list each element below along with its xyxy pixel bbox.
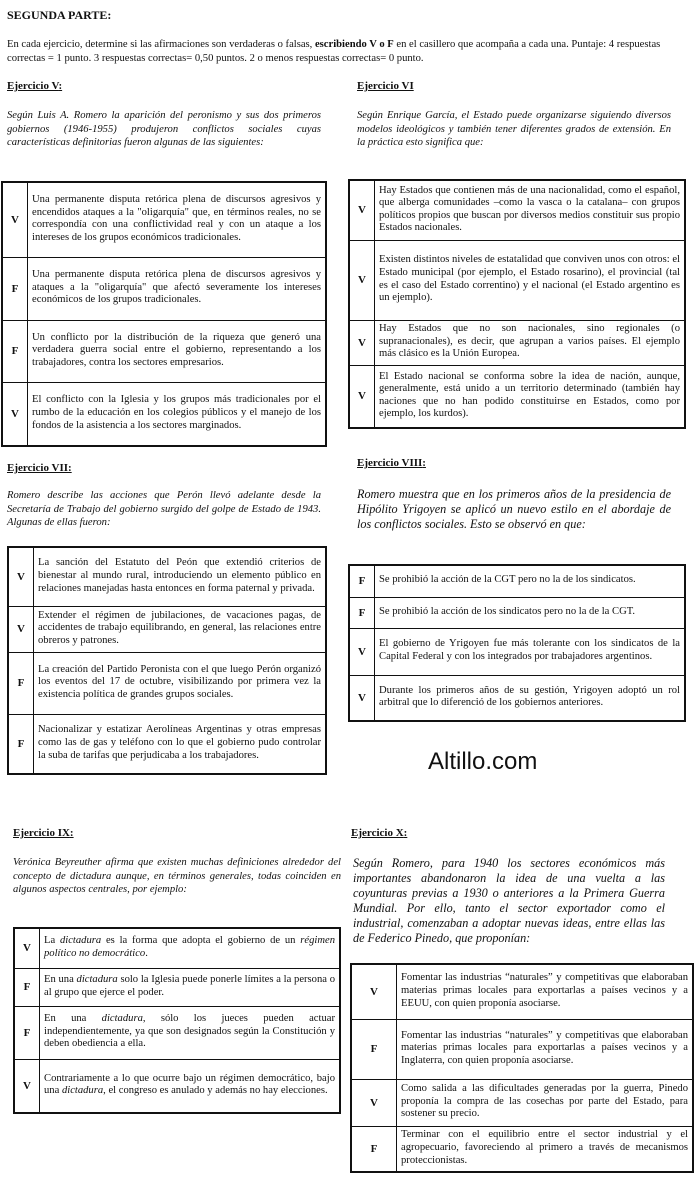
answer-cell[interactable]: V — [351, 1079, 397, 1126]
statement-text: Una permanente disputa retórica plena de discursos agresivos y ataques a la "oligarquía" que afectó severamente los intereses económicos de los grupos tradicionales. — [28, 257, 327, 320]
statement-text: Terminar con el equilibrio entre el sector industrial y el agropecuario, favoreciendo al primero a través de mecanismos proteccionistas. — [397, 1126, 694, 1172]
table-row — [351, 964, 693, 1019]
table-row — [349, 365, 685, 428]
watermark-text: Altillo.com — [428, 748, 538, 775]
table-row — [2, 382, 326, 446]
table-row — [349, 597, 685, 628]
answer-cell[interactable]: V — [8, 606, 34, 652]
table-row — [14, 968, 340, 1006]
table-row — [8, 652, 326, 714]
answer-cell[interactable]: V — [349, 180, 375, 240]
statement-text: Se prohibió la acción de la CGT pero no la de los sindicatos. — [375, 565, 686, 597]
answer-cell[interactable]: F — [2, 257, 28, 320]
exercise-9-table — [13, 927, 341, 1114]
table-row — [351, 1079, 693, 1126]
instructions-pre: En cada ejercicio, determine si las afirmaciones son verdaderas o falsas, — [7, 39, 315, 50]
statement-text: Fomentar las industrias “naturales” y competitivas que elaboraban materias primas locales para exportarlas a países vecinos y a Inglaterra, con quien proponía asociarse. — [397, 1019, 694, 1079]
statement-text: Hay Estados que no son nacionales, sino regionales (o supranacionales), es decir, que agrupan a varios países. El ejemplo más clásico es la Unión Europea. — [375, 320, 686, 365]
table-row — [349, 320, 685, 365]
exercise-10-intro: Según Romero, para 1940 los sectores económicos más importantes abandonaron la idea de una vuelta a las coyunturas previas a 1930 o anteriores a la Primera Guerra Mundial. Por ello, tanto el sector exportador como el industrial, comenzaban a adoptar nuevas ideas, entre ellas las de Federico Pinedo, que proponían: — [353, 856, 665, 945]
statement-text: Fomentar las industrias “naturales” y competitivas que elaboraban materias primas locales para exportarlas a países vecinos y a EEUU, con quien proponía asociarse. — [397, 964, 694, 1019]
answer-cell[interactable]: V — [351, 964, 397, 1019]
exercise-6-heading: Ejercicio VI — [357, 80, 414, 92]
answer-cell[interactable]: V — [349, 365, 375, 428]
exercise-9-heading: Ejercicio IX: — [13, 827, 74, 839]
statement-text: El Estado nacional se conforma sobre la idea de nación, aunque, generalmente, está unido a un territorio determinado (también hay naciones que no han podido constituirse en Estados, como por ejemplo, los kurdos). — [375, 365, 686, 428]
statement-text: Como salida a las dificultades generadas por la guerra, Pinedo proponía la compra de las cosechas por parte del Estado, para sostener su precio. — [397, 1079, 694, 1126]
statement-text: Una permanente disputa retórica plena de discursos agresivos y encendidos ataques a la "oligarquía" que, en términos reales, no se correspondía con una conflictividad real y con un ataque a los intereses de los grupos económicos tradicionales. — [28, 182, 327, 257]
answer-cell[interactable]: V — [349, 320, 375, 365]
table-row — [14, 1006, 340, 1059]
answer-cell[interactable]: F — [351, 1126, 397, 1172]
answer-cell[interactable]: F — [349, 597, 375, 628]
table-row — [2, 182, 326, 257]
exercise-7-intro: Romero describe las acciones que Perón llevó adelante desde la Secretaría de Trabajo del gobierno surgido del golpe de Estado de 1943. Algunas de ellas fueron: — [7, 490, 321, 528]
statement-text: En una dictadura, sólo los jueces pueden actuar independientemente, ya que son designados según la Constitución y deben obediencia a ella. — [40, 1006, 341, 1059]
answer-cell[interactable]: V — [2, 382, 28, 446]
exercise-6-intro: Según Enrique García, el Estado puede organizarse siguiendo diversos modelos ideológicos y también tener diferentes grados de extensión. En la práctica esto significa que: — [357, 110, 671, 148]
table-row — [351, 1019, 693, 1079]
table-row — [351, 1126, 693, 1172]
statement-text: El gobierno de Yrigoyen fue más tolerante con los sindicatos de la Capital Federal y con los integrados por trabajadores argentinos. — [375, 628, 686, 675]
answer-cell[interactable]: F — [8, 714, 34, 774]
answer-cell[interactable]: F — [351, 1019, 397, 1079]
instructions — [7, 38, 693, 66]
answer-cell[interactable]: F — [2, 320, 28, 382]
table-row — [8, 714, 326, 774]
exercise-6-table — [348, 179, 686, 429]
statement-text: La dictadura es la forma que adopta el gobierno de un régimen político no democrático. — [40, 928, 341, 968]
table-row — [14, 1059, 340, 1113]
answer-cell[interactable]: V — [14, 928, 40, 968]
exercise-8-heading: Ejercicio VIII: — [357, 457, 426, 469]
table-row — [349, 240, 685, 320]
statement-text: Extender el régimen de jubilaciones, de vacaciones pagas, de accidentes de trabajo equilibrando, en general, las relaciones entre obreros y patrones. — [34, 606, 327, 652]
answer-cell[interactable]: V — [349, 675, 375, 721]
instructions-post: en el casillero que acompaña a cada una. Puntaje: 4 respuestas correctas = 1 punto. 3 respuestas correctas= 0,50 puntos. 2 o menos respuestas correctas= 0 punto. — [7, 39, 661, 64]
exercise-8-intro: Romero muestra que en los primeros años de la presidencia de Hipólito Yrigoyen se aplicó un nuevo estilo en el abordaje de los conflictos sociales. Esto se observó en que: — [357, 487, 671, 531]
statement-text: Existen distintos niveles de estatalidad que conviven unos con otros: el Estado municipal (por ejemplo, el Estado rosarino), el provincial (tal es el caso del Estado correntino) y el nacional (el Estado argentino es un ejemplo). — [375, 240, 686, 320]
table-row — [349, 565, 685, 597]
answer-cell[interactable]: V — [2, 182, 28, 257]
table-row — [2, 257, 326, 320]
statement-text: Durante los primeros años de su gestión, Yrigoyen adoptó un rol arbitral que lo diferenció de los gobiernos anteriores. — [375, 675, 686, 721]
answer-cell[interactable]: F — [14, 968, 40, 1006]
table-row — [2, 320, 326, 382]
exercise-8-table — [348, 564, 686, 722]
exercise-7-table — [7, 546, 327, 775]
answer-cell[interactable]: F — [8, 652, 34, 714]
exercise-9-intro: Verónica Beyreuther afirma que existen muchas definiciones alrededor del concepto de dictadura aunque, en términos generales, todas coinciden en algunos aspectos centrales, por ejemplo: — [13, 857, 341, 895]
answer-cell[interactable]: F — [349, 565, 375, 597]
page-title: SEGUNDA PARTE: — [7, 8, 112, 22]
exercise-5-table — [1, 181, 327, 447]
table-row — [349, 180, 685, 240]
exercise-10-heading: Ejercicio X: — [351, 827, 408, 839]
exercise-10-table — [350, 963, 694, 1173]
exercise-5-heading: Ejercicio V: — [7, 80, 63, 92]
statement-text: La creación del Partido Peronista con el que luego Perón organizó los eventos del 17 de octubre, visibilizando por primera vez la existencia política de grandes grupos sociales. — [34, 652, 327, 714]
table-row — [8, 606, 326, 652]
answer-cell[interactable]: V — [349, 240, 375, 320]
table-row — [14, 928, 340, 968]
table-row — [349, 628, 685, 675]
exercise-7-heading: Ejercicio VII: — [7, 462, 72, 474]
answer-cell[interactable]: V — [349, 628, 375, 675]
statement-text: Nacionalizar y estatizar Aerolíneas Argentinas y otras empresas como las de gas y teléfono con lo que el gobierno pudo controlar la suba de tarifas que perjudicaba a los trabajadores. — [34, 714, 327, 774]
exercise-5-intro: Según Luis A. Romero la aparición del peronismo y sus dos primeros gobiernos (1946-1955) produjeron conflictos sociales cuyas características definitorias fueron algunas de las siguientes: — [7, 110, 321, 148]
statement-text: El conflicto con la Iglesia y los grupos más tradicionales por el rumbo de la educación en los colegios públicos y el manejo de los fondos de la asistencia a los sectores marginados. — [28, 382, 327, 446]
statement-text: La sanción del Estatuto del Peón que extendió criterios de bienestar al mundo rural, introduciendo un elemento público en relaciones manejadas hasta entonces en forma paternal y privada. — [34, 547, 327, 606]
statement-text: Hay Estados que contienen más de una nacionalidad, como el español, que alberga comunidades –como la vasca o la catalana– con grupos políticos propios que buscan por diversos medios constituir sus propio Estados nacionales. — [375, 180, 686, 240]
statement-text: En una dictadura solo la Iglesia puede ponerle límites a la persona o al grupo que ejerce el poder. — [40, 968, 341, 1006]
answer-cell[interactable]: V — [14, 1059, 40, 1113]
statement-text: Contrariamente a lo que ocurre bajo un régimen democrático, bajo una dictadura, el congreso es anulado y además no hay elecciones. — [40, 1059, 341, 1113]
answer-cell[interactable]: F — [14, 1006, 40, 1059]
answer-cell[interactable]: V — [8, 547, 34, 606]
statement-text: Un conflicto por la distribución de la riqueza que generó una verdadera guerra social entre el gobierno, representando a los trabajadores, contra los sectores empresarios. — [28, 320, 327, 382]
instructions-bold: escribiendo V o F — [314, 39, 394, 50]
statement-text: Se prohibió la acción de los sindicatos pero no la de la CGT. — [375, 597, 686, 628]
table-row — [349, 675, 685, 721]
table-row — [8, 547, 326, 606]
